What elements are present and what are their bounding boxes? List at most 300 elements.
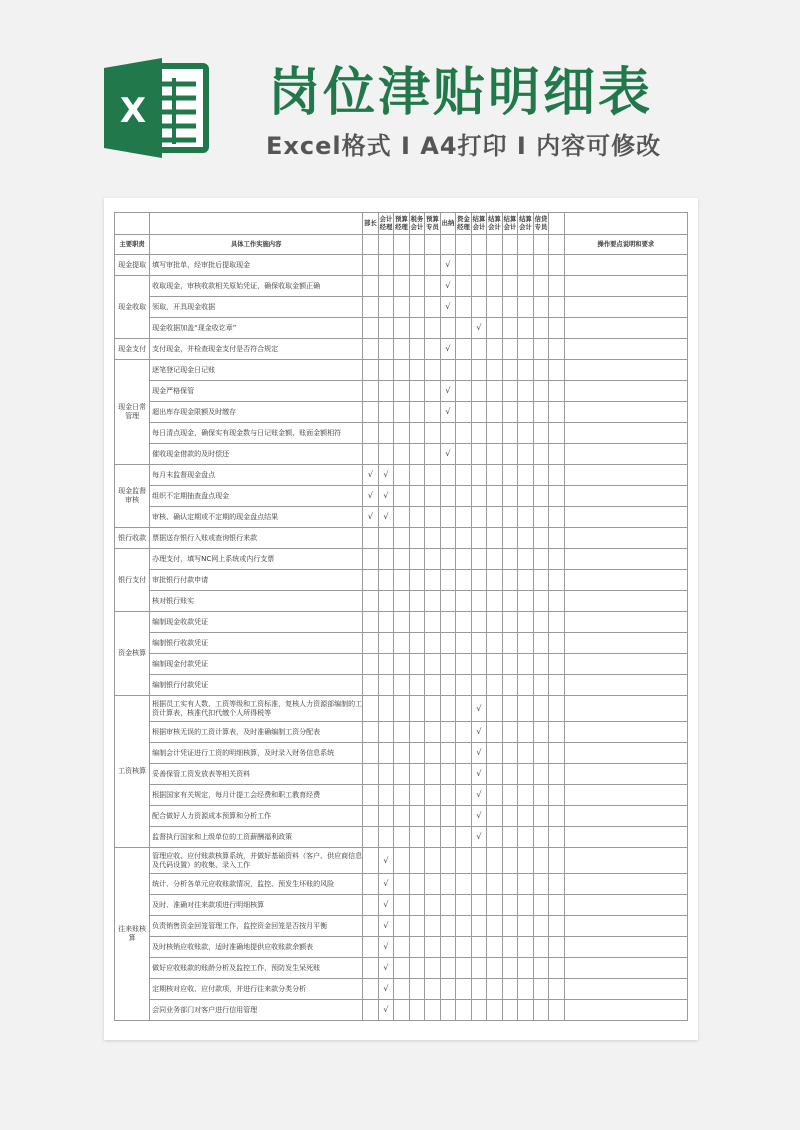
role-cell [425,528,441,549]
role-cell [425,549,441,570]
category-cell: 现金提取 [115,255,150,276]
role-cell [502,958,518,979]
empty-header-cell [518,235,534,255]
task-cell: 做好应收账款的账龄分析及监控工作，预防发生呆死账 [150,958,363,979]
role-cell [378,722,394,743]
role-cell [394,486,410,507]
role-cell [440,465,456,486]
role-cell [425,381,441,402]
table-row [115,549,688,570]
note-cell [564,806,687,827]
role-cell [394,528,410,549]
check-mark-cell: √ [378,937,394,958]
role-cell [378,743,394,764]
check-mark-cell: √ [378,958,394,979]
role-cell [487,318,503,339]
note-cell [564,722,687,743]
table-row [115,764,688,785]
role-cell [533,549,549,570]
role-cell [502,381,518,402]
task-cell: 及时核销应收账款，适时准确地提供应收账款余额表 [150,937,363,958]
role-cell [487,916,503,937]
role-cell [456,806,472,827]
role-cell [378,696,394,722]
role-cell [425,785,441,806]
role-header-cell: 预算经理 [394,213,410,235]
role-cell [502,1000,518,1021]
role-cell [456,276,472,297]
role-cell [549,381,565,402]
role-cell [471,297,487,318]
note-cell [564,528,687,549]
task-cell: 配合做好人力资源成本预算和分析工作 [150,806,363,827]
note-cell [564,297,687,318]
role-cell [394,827,410,848]
role-cell [487,570,503,591]
role-cell [533,339,549,360]
role-cell [533,297,549,318]
role-cell [409,1000,425,1021]
table-row [115,612,688,633]
role-cell [518,827,534,848]
role-cell [471,570,487,591]
check-mark-cell: √ [378,507,394,528]
role-cell [456,570,472,591]
role-cell [533,612,549,633]
role-cell [518,549,534,570]
role-cell [502,360,518,381]
role-cell [502,507,518,528]
role-cell [518,465,534,486]
role-cell [456,549,472,570]
role-cell [549,1000,565,1021]
role-cell [471,612,487,633]
role-cell [425,958,441,979]
role-cell [394,764,410,785]
table-row [115,722,688,743]
svg-text:X: X [119,91,147,131]
role-cell [394,806,410,827]
role-cell [456,654,472,675]
role-cell [409,549,425,570]
role-cell [502,339,518,360]
task-cell: 根据审核无误的工资计算表，及时准确编制工资分配表 [150,722,363,743]
role-cell [425,874,441,895]
role-cell [425,654,441,675]
role-cell [440,654,456,675]
role-cell [471,423,487,444]
role-cell [425,827,441,848]
role-header-cell: 部长 [363,213,379,235]
role-cell [456,360,472,381]
role-cell [456,339,472,360]
role-cell [518,381,534,402]
role-cell [456,297,472,318]
role-cell [549,848,565,874]
table-row [115,696,688,722]
role-cell [409,255,425,276]
role-cell [518,675,534,696]
role-cell [549,916,565,937]
table-row [115,570,688,591]
category-cell: 现金支付 [115,339,150,360]
role-cell [409,785,425,806]
role-cell [471,979,487,1000]
task-cell: 根据员工实有人数、工资等级和工资标准，复核人力资源部编制的工资计算表，核准代扣代缴个人所得税等 [150,696,363,722]
role-cell [533,827,549,848]
role-cell [549,895,565,916]
role-cell [456,633,472,654]
role-cell [440,675,456,696]
task-cell: 组织不定期抽查盘点现金 [150,486,363,507]
note-cell [564,612,687,633]
role-cell [456,958,472,979]
category-cell: 工资核算 [115,696,150,848]
note-cell [564,874,687,895]
role-cell [425,486,441,507]
task-cell: 编制会计凭证进行工资的明细核算，及时录入财务信息系统 [150,743,363,764]
role-cell [425,937,441,958]
role-cell [440,423,456,444]
role-cell [394,1000,410,1021]
role-cell [363,696,379,722]
role-cell [394,848,410,874]
role-cell [533,570,549,591]
role-cell [487,591,503,612]
role-cell [533,465,549,486]
task-cell: 收取现金，审核收款相关原始凭证，确保收取金额正确 [150,276,363,297]
role-cell [533,633,549,654]
role-cell [363,827,379,848]
task-cell: 超出库存现金限额及时缴存 [150,402,363,423]
role-cell [471,486,487,507]
role-cell [549,549,565,570]
role-cell [549,806,565,827]
role-cell [549,743,565,764]
empty-header-cell [394,235,410,255]
task-cell: 领取，开具现金收据 [150,297,363,318]
role-cell [378,339,394,360]
role-cell [502,806,518,827]
table-row [115,528,688,549]
table-row [115,916,688,937]
note-cell [564,848,687,874]
role-cell [425,806,441,827]
role-cell [456,612,472,633]
role-cell [440,916,456,937]
role-cell [409,937,425,958]
table-row [115,423,688,444]
check-mark-cell: √ [471,764,487,785]
role-cell [440,486,456,507]
role-cell [456,507,472,528]
role-cell [487,612,503,633]
role-cell [502,937,518,958]
role-cell [425,423,441,444]
role-cell [456,916,472,937]
role-cell [440,549,456,570]
role-cell [549,675,565,696]
role-cell [440,612,456,633]
role-cell [549,764,565,785]
table-row [115,297,688,318]
task-cell: 填写审批单，经审批后提取现金 [150,255,363,276]
role-cell [502,423,518,444]
role-cell [363,633,379,654]
role-cell [518,958,534,979]
table-row [115,895,688,916]
role-cell [549,276,565,297]
task-cell: 妥善保管工资发放表等相关资料 [150,764,363,785]
table-row [115,465,688,486]
role-cell [425,764,441,785]
role-cell [533,507,549,528]
role-cell [502,276,518,297]
role-cell [549,528,565,549]
role-cell [363,743,379,764]
role-cell [378,276,394,297]
role-cell [425,318,441,339]
role-cell [518,486,534,507]
table-row [115,785,688,806]
table-row [115,276,688,297]
role-cell [378,549,394,570]
role-cell [378,612,394,633]
role-cell [518,276,534,297]
role-cell [440,722,456,743]
role-cell [502,570,518,591]
role-header-cell: 预算专员 [425,213,441,235]
task-cell: 催收现金借款的及时偿还 [150,444,363,465]
role-cell [440,764,456,785]
role-cell [394,360,410,381]
role-cell [425,255,441,276]
role-cell [440,591,456,612]
role-cell [409,612,425,633]
task-cell: 根据国家有关规定，每月计提工会经费和职工教育经费 [150,785,363,806]
category-cell: 银行收款 [115,528,150,549]
role-cell [425,1000,441,1021]
role-cell [378,806,394,827]
role-cell [394,255,410,276]
role-cell [502,591,518,612]
note-cell [564,318,687,339]
role-cell [487,381,503,402]
role-cell [394,633,410,654]
role-cell [549,444,565,465]
role-cell [471,874,487,895]
role-cell [518,591,534,612]
role-cell [394,591,410,612]
task-cell: 逐笔登记现金日记账 [150,360,363,381]
table-row [115,675,688,696]
role-cell [363,381,379,402]
role-header-cell: 结算会计 [487,213,503,235]
role-cell [471,549,487,570]
check-mark-cell: √ [363,465,379,486]
role-cell [409,874,425,895]
task-cell: 每月末监督现金盘点 [150,465,363,486]
role-cell [518,507,534,528]
category-cell: 资金核算 [115,612,150,696]
role-cell [363,402,379,423]
role-cell [471,528,487,549]
role-cell [502,979,518,1000]
category-cell: 现金收取 [115,276,150,339]
role-cell [378,785,394,806]
role-header-cell: 结算会计 [518,213,534,235]
role-cell [518,360,534,381]
role-cell [394,276,410,297]
role-cell [440,827,456,848]
note-cell [564,360,687,381]
role-cell [378,255,394,276]
role-cell [409,570,425,591]
role-cell [471,339,487,360]
role-cell [394,549,410,570]
note-cell [564,654,687,675]
role-cell [440,570,456,591]
role-cell [533,654,549,675]
task-cell: 及时、准确对往来款项进行明细核算 [150,895,363,916]
role-cell [471,633,487,654]
role-cell [502,874,518,895]
role-cell [394,297,410,318]
role-cell [363,654,379,675]
role-cell [394,465,410,486]
role-cell [409,696,425,722]
role-cell [487,848,503,874]
role-cell [549,570,565,591]
empty-header-cell [456,235,472,255]
empty-header-cell [363,235,379,255]
role-cell [409,675,425,696]
check-mark-cell: √ [363,507,379,528]
task-cell: 现金收据加盖“现金收讫章” [150,318,363,339]
role-cell [425,276,441,297]
role-cell [363,895,379,916]
role-cell [487,937,503,958]
note-cell [564,444,687,465]
table-row [115,591,688,612]
table-row [115,1000,688,1021]
role-cell [456,874,472,895]
table-row [115,360,688,381]
role-cell [487,360,503,381]
role-cell [549,255,565,276]
role-header-cell: 会计经理 [378,213,394,235]
role-cell [533,276,549,297]
role-cell [363,764,379,785]
role-cell [363,297,379,318]
check-mark-cell: √ [378,465,394,486]
role-cell [471,958,487,979]
role-cell [456,255,472,276]
role-cell [456,591,472,612]
role-cell [487,297,503,318]
role-cell [425,743,441,764]
role-cell [440,848,456,874]
role-cell [456,318,472,339]
empty-header-cell [533,235,549,255]
role-cell [456,402,472,423]
role-cell [533,402,549,423]
role-cell [456,895,472,916]
role-cell [425,591,441,612]
empty-header-cell [440,235,456,255]
role-cell [378,675,394,696]
role-cell [502,318,518,339]
task-cell: 票据送存银行入账或查询银行来款 [150,528,363,549]
role-cell [394,916,410,937]
role-cell [440,937,456,958]
role-cell [363,979,379,1000]
note-cell [564,696,687,722]
spreadsheet-page [104,198,698,1040]
role-cell [456,444,472,465]
role-cell [363,785,379,806]
role-cell [440,743,456,764]
role-cell [549,722,565,743]
note-cell [564,549,687,570]
role-header-cell: 结算会计 [502,213,518,235]
table-row [115,654,688,675]
role-cell [409,654,425,675]
role-header-cell: 信贷专员 [533,213,549,235]
role-cell [533,675,549,696]
empty-header-cell [502,235,518,255]
role-cell [487,874,503,895]
role-cell [502,675,518,696]
role-cell [425,722,441,743]
role-cell [409,722,425,743]
note-cell [564,958,687,979]
check-mark-cell: √ [471,318,487,339]
role-cell [394,895,410,916]
role-cell [471,591,487,612]
role-cell [471,1000,487,1021]
role-cell [440,895,456,916]
check-mark-cell: √ [363,486,379,507]
role-cell [549,874,565,895]
role-cell [394,743,410,764]
check-mark-cell: √ [471,785,487,806]
role-cell [363,318,379,339]
role-cell [409,591,425,612]
role-cell [409,486,425,507]
role-cell [533,486,549,507]
role-cell [549,785,565,806]
role-cell [363,423,379,444]
role-cell [363,806,379,827]
check-mark-cell: √ [378,916,394,937]
role-cell [471,916,487,937]
role-cell [518,633,534,654]
role-cell [533,591,549,612]
role-cell [533,444,549,465]
note-cell [564,764,687,785]
note-cell [564,633,687,654]
role-cell [487,402,503,423]
role-cell [425,465,441,486]
task-cell: 办理支付，填写NC网上系统或内行支票 [150,549,363,570]
table-row [115,507,688,528]
role-cell [409,827,425,848]
check-mark-cell: √ [440,339,456,360]
role-cell [549,297,565,318]
role-cell [487,654,503,675]
role-cell [471,848,487,874]
